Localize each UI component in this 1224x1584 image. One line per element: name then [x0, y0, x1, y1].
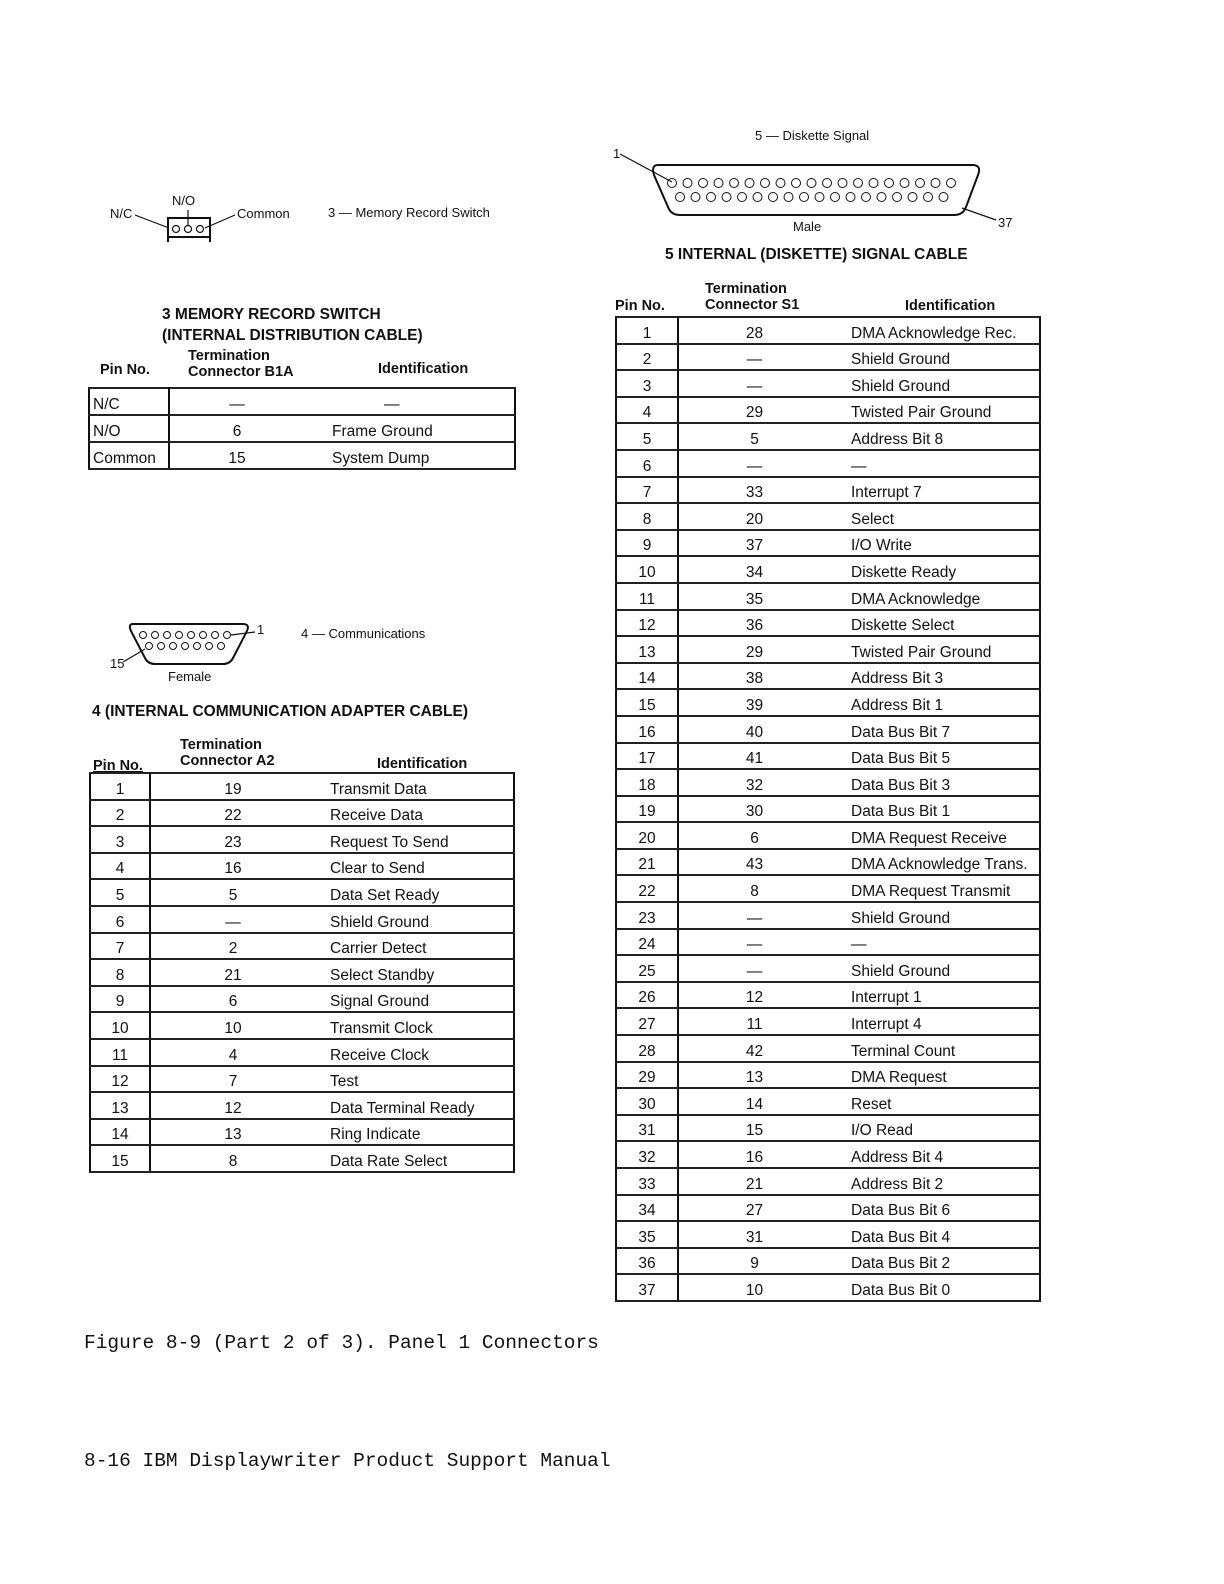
term-cell: 21	[678, 1168, 830, 1195]
ident-cell: Interrupt 7	[830, 477, 1040, 504]
table-row	[616, 743, 1040, 770]
ident-cell: DMA Acknowledge	[830, 583, 1040, 610]
term-cell: —	[678, 450, 830, 477]
table-row	[616, 849, 1040, 876]
connector-pin	[676, 193, 685, 202]
table-row	[616, 370, 1040, 397]
ident-cell: Receive Clock	[315, 1039, 514, 1066]
table-row	[90, 826, 514, 853]
page-footer: 8-16 IBM Displaywriter Product Support Manual	[84, 1450, 611, 1472]
table-row	[616, 1274, 1040, 1301]
ident-cell: Interrupt 1	[830, 982, 1040, 1009]
comm-pin15-label: 15	[110, 656, 125, 671]
pin-cell: 18	[616, 769, 678, 796]
table-row	[90, 853, 514, 880]
diskette-col-ident: Identification	[905, 298, 996, 314]
pin-cell: 8	[616, 503, 678, 530]
table-row	[616, 689, 1040, 716]
pin-cell: 25	[616, 955, 678, 982]
table-row	[90, 773, 514, 800]
term-cell: 6	[678, 822, 830, 849]
connector-pin	[691, 193, 700, 202]
ident-cell: Shield Ground	[315, 906, 514, 933]
ident-cell: Shield Ground	[830, 902, 1040, 929]
table-row	[616, 610, 1040, 637]
term-cell: 36	[678, 610, 830, 637]
table-row	[616, 796, 1040, 823]
connector-pin	[831, 193, 840, 202]
term-cell: —	[678, 344, 830, 371]
ident-cell: Reset	[830, 1088, 1040, 1115]
table-row	[90, 986, 514, 1013]
term-cell: —	[678, 929, 830, 956]
ident-cell: Address Bit 2	[830, 1168, 1040, 1195]
pin-cell: 14	[90, 1119, 150, 1146]
table-row	[616, 1035, 1040, 1062]
connector-pin	[722, 193, 731, 202]
table-row	[616, 530, 1040, 557]
memory-switch-table	[88, 387, 516, 470]
ident-cell: Select	[830, 503, 1040, 530]
ident-cell: Data Bus Bit 6	[830, 1195, 1040, 1222]
term-cell: 9	[678, 1248, 830, 1275]
term-cell: 7	[150, 1066, 315, 1093]
ident-cell: Data Bus Bit 1	[830, 796, 1040, 823]
pin-cell: 9	[616, 530, 678, 557]
pin-cell: 13	[616, 636, 678, 663]
pin-cell: 10	[90, 1012, 150, 1039]
pin-cell: 12	[90, 1066, 150, 1093]
term-cell: 15	[169, 442, 304, 469]
table-row	[616, 556, 1040, 583]
term-cell: 37	[678, 530, 830, 557]
table-row	[616, 1062, 1040, 1089]
pin-cell: 1	[616, 317, 678, 344]
ident-cell: Carrier Detect	[315, 933, 514, 960]
connector-pin	[869, 179, 878, 188]
connector-pin	[800, 193, 809, 202]
term-cell: 12	[150, 1092, 315, 1119]
term-cell: 10	[678, 1274, 830, 1301]
pin-cell: 7	[616, 477, 678, 504]
ident-cell: Clear to Send	[315, 853, 514, 880]
connector-pin	[947, 179, 956, 188]
term-cell: 33	[678, 477, 830, 504]
ident-cell: Diskette Ready	[830, 556, 1040, 583]
pin-cell: 1	[90, 773, 150, 800]
pin-cell: 17	[616, 743, 678, 770]
ident-cell: DMA Acknowledge Trans.	[830, 849, 1040, 876]
term-cell: 41	[678, 743, 830, 770]
connector-pin	[854, 179, 863, 188]
pin-cell: 13	[90, 1092, 150, 1119]
connector-pin	[683, 179, 692, 188]
comm-col-term	[180, 737, 275, 769]
table-row	[616, 344, 1040, 371]
nc-label: N/C	[110, 206, 133, 221]
pin-cell: 34	[616, 1195, 678, 1222]
connector-pin	[761, 179, 770, 188]
memory-col-term-line1: Termination	[188, 348, 270, 364]
ident-cell: Data Bus Bit 5	[830, 743, 1040, 770]
term-cell: 31	[678, 1221, 830, 1248]
memory-col-pin: Pin No.	[100, 362, 150, 378]
term-cell: 12	[678, 982, 830, 1009]
pin-cell: 31	[616, 1115, 678, 1142]
pin-cell: 5	[616, 423, 678, 450]
pin-cell: 29	[616, 1062, 678, 1089]
pin-cell: 19	[616, 796, 678, 823]
table-row	[616, 477, 1040, 504]
ident-cell: Address Bit 4	[830, 1141, 1040, 1168]
pin-cell: 2	[616, 344, 678, 371]
term-cell: 40	[678, 716, 830, 743]
term-cell: 38	[678, 663, 830, 690]
ident-cell: Data Set Ready	[315, 879, 514, 906]
table-row	[616, 503, 1040, 530]
pin-cell: 21	[616, 849, 678, 876]
comm-col-term-line2: Connector A2	[180, 753, 275, 769]
table-row	[616, 929, 1040, 956]
table-row	[616, 397, 1040, 424]
table-row	[90, 800, 514, 827]
pin-cell: 26	[616, 982, 678, 1009]
pin-cell: 11	[616, 583, 678, 610]
term-cell: 27	[678, 1195, 830, 1222]
ident-cell: Transmit Clock	[315, 1012, 514, 1039]
term-cell: 5	[678, 423, 830, 450]
ident-cell: Receive Data	[315, 800, 514, 827]
pin-cell: 6	[616, 450, 678, 477]
ident-cell: Data Rate Select	[315, 1145, 514, 1172]
table-row	[616, 1248, 1040, 1275]
diskette-pin1-label: 1	[613, 146, 621, 161]
db15-female-connector-icon	[105, 618, 270, 673]
connector-pin	[908, 193, 917, 202]
connector-pin	[714, 179, 723, 188]
ident-cell: Test	[315, 1066, 514, 1093]
table-row	[616, 982, 1040, 1009]
pin-cell: 35	[616, 1221, 678, 1248]
pin-cell: 4	[616, 397, 678, 424]
ident-cell: Terminal Count	[830, 1035, 1040, 1062]
pin-cell: 10	[616, 556, 678, 583]
table-row	[90, 1119, 514, 1146]
term-cell: 22	[150, 800, 315, 827]
connector-pin	[769, 193, 778, 202]
table-row	[90, 1039, 514, 1066]
term-cell: 13	[150, 1119, 315, 1146]
connector-pin	[900, 179, 909, 188]
connector-pin	[707, 193, 716, 202]
memory-switch-caption: 3 — Memory Record Switch	[328, 205, 490, 220]
ident-cell: —	[830, 450, 1040, 477]
pin-cell: 30	[616, 1088, 678, 1115]
table-row	[90, 1092, 514, 1119]
pin-cell: 24	[616, 929, 678, 956]
term-cell: 19	[150, 773, 315, 800]
table-row	[90, 879, 514, 906]
comm-col-term-line1: Termination	[180, 737, 262, 753]
term-cell: 11	[678, 1008, 830, 1035]
pin-cell: 28	[616, 1035, 678, 1062]
table-row	[616, 423, 1040, 450]
diskette-table-title: 5 INTERNAL (DISKETTE) SIGNAL CABLE	[665, 246, 968, 263]
connector-pin	[838, 179, 847, 188]
diskette-col-term-line1: Termination	[705, 281, 787, 297]
diskette-pin37-label: 37	[998, 215, 1013, 230]
ident-cell: Signal Ground	[315, 986, 514, 1013]
ident-cell: Shield Ground	[830, 955, 1040, 982]
table-row	[616, 716, 1040, 743]
ident-cell: Twisted Pair Ground	[830, 397, 1040, 424]
ident-cell: Data Terminal Ready	[315, 1092, 514, 1119]
term-cell: 16	[150, 853, 315, 880]
term-cell: 14	[678, 1088, 830, 1115]
term-cell: 2	[150, 933, 315, 960]
ident-cell: Select Standby	[315, 959, 514, 986]
connector-pin	[939, 193, 948, 202]
pin-cell: 12	[616, 610, 678, 637]
ident-cell: Data Bus Bit 0	[830, 1274, 1040, 1301]
ident-cell: DMA Acknowledge Rec.	[830, 317, 1040, 344]
term-cell: —	[169, 388, 304, 415]
ident-cell: Ring Indicate	[315, 1119, 514, 1146]
diskette-col-term	[705, 281, 799, 313]
pin-cell: 16	[616, 716, 678, 743]
table-row	[616, 317, 1040, 344]
term-cell: 8	[678, 875, 830, 902]
connector-pin	[924, 193, 933, 202]
table-row	[90, 1066, 514, 1093]
pin-cell: 20	[616, 822, 678, 849]
ident-cell: Frame Ground	[304, 415, 515, 442]
term-cell: —	[678, 955, 830, 982]
pin-cell: 9	[90, 986, 150, 1013]
term-cell: 5	[150, 879, 315, 906]
diskette-col-pin: Pin No.	[615, 298, 665, 314]
ident-cell: Shield Ground	[830, 344, 1040, 371]
pin-cell: 37	[616, 1274, 678, 1301]
table-row	[616, 902, 1040, 929]
term-cell: 32	[678, 769, 830, 796]
term-cell: 34	[678, 556, 830, 583]
table-row	[616, 450, 1040, 477]
table-row	[616, 1008, 1040, 1035]
ident-cell: I/O Write	[830, 530, 1040, 557]
comm-gender-label: Female	[168, 669, 212, 684]
pin-cell: 23	[616, 902, 678, 929]
comm-pin1-label: 1	[257, 622, 265, 637]
ident-cell: Data Bus Bit 2	[830, 1248, 1040, 1275]
ident-cell: Transmit Data	[315, 773, 514, 800]
pin-cell: 3	[90, 826, 150, 853]
comm-table	[89, 772, 515, 1173]
connector-pin	[815, 193, 824, 202]
term-cell: 29	[678, 636, 830, 663]
pin-cell: 14	[616, 663, 678, 690]
term-cell: 6	[150, 986, 315, 1013]
ident-cell: Address Bit 3	[830, 663, 1040, 690]
ident-cell: Address Bit 8	[830, 423, 1040, 450]
table-row	[616, 1141, 1040, 1168]
pin-cell: 8	[90, 959, 150, 986]
pin-cell: 22	[616, 875, 678, 902]
term-cell: 15	[678, 1115, 830, 1142]
table-row	[616, 955, 1040, 982]
comm-table-title: 4 (INTERNAL COMMUNICATION ADAPTER CABLE)	[92, 703, 469, 720]
diskette-table	[615, 316, 1041, 1302]
ident-cell: DMA Request Receive	[830, 822, 1040, 849]
pin-cell: 27	[616, 1008, 678, 1035]
pin-cell: 4	[90, 853, 150, 880]
connector-pin	[776, 179, 785, 188]
connector-pin	[753, 193, 762, 202]
table-row	[89, 442, 515, 469]
ident-cell: System Dump	[304, 442, 515, 469]
pin-cell: 15	[90, 1145, 150, 1172]
table-row	[89, 388, 515, 415]
connector-pin	[745, 179, 754, 188]
term-cell: 16	[678, 1141, 830, 1168]
table-row	[90, 959, 514, 986]
connector-pin	[730, 179, 739, 188]
table-row	[616, 875, 1040, 902]
ident-cell: Diskette Select	[830, 610, 1040, 637]
ident-cell: DMA Request Transmit	[830, 875, 1040, 902]
ident-cell: —	[304, 388, 515, 415]
pin-cell: 3	[616, 370, 678, 397]
ident-cell: DMA Request	[830, 1062, 1040, 1089]
table-row	[616, 1195, 1040, 1222]
memory-switch-icon	[135, 206, 240, 246]
connector-pin	[792, 179, 801, 188]
connector-pin	[931, 179, 940, 188]
connector-pin	[807, 179, 816, 188]
table-row	[616, 822, 1040, 849]
term-cell: 23	[150, 826, 315, 853]
pin-cell: Common	[89, 442, 169, 469]
table-row	[616, 1221, 1040, 1248]
term-cell: 29	[678, 397, 830, 424]
pin-cell: N/O	[89, 415, 169, 442]
connector-pin	[862, 193, 871, 202]
comm-caption: 4 — Communications	[301, 626, 426, 641]
term-cell: —	[678, 902, 830, 929]
term-cell: 8	[150, 1145, 315, 1172]
pin-cell: 15	[616, 689, 678, 716]
pin-cell: 6	[90, 906, 150, 933]
ident-cell: —	[830, 929, 1040, 956]
ident-cell: Request To Send	[315, 826, 514, 853]
ident-cell: I/O Read	[830, 1115, 1040, 1142]
term-cell: 6	[169, 415, 304, 442]
connector-pin	[823, 179, 832, 188]
ident-cell: Twisted Pair Ground	[830, 636, 1040, 663]
pin-cell: 36	[616, 1248, 678, 1275]
ident-cell: Data Bus Bit 4	[830, 1221, 1040, 1248]
term-cell: 28	[678, 317, 830, 344]
term-cell: 42	[678, 1035, 830, 1062]
connector-pin	[877, 193, 886, 202]
figure-caption: Figure 8-9 (Part 2 of 3). Panel 1 Connectors	[84, 1332, 599, 1354]
ident-cell: Shield Ground	[830, 370, 1040, 397]
pin-cell: N/C	[89, 388, 169, 415]
comm-col-pin: Pin No.	[93, 758, 143, 774]
term-cell: 21	[150, 959, 315, 986]
memory-table-title-1: 3 MEMORY RECORD SWITCH	[162, 306, 381, 323]
ident-cell: Address Bit 1	[830, 689, 1040, 716]
connector-pin	[893, 193, 902, 202]
comm-col-ident: Identification	[377, 756, 468, 772]
memory-col-term	[188, 348, 294, 380]
pin-cell: 2	[90, 800, 150, 827]
term-cell: 43	[678, 849, 830, 876]
term-cell: —	[678, 370, 830, 397]
memory-col-term-line2: Connector B1A	[188, 364, 294, 380]
ident-cell: Interrupt 4	[830, 1008, 1040, 1035]
table-row	[616, 1168, 1040, 1195]
connector-pin	[738, 193, 747, 202]
connector-pin	[784, 193, 793, 202]
memory-table-title-2: (INTERNAL DISTRIBUTION CABLE)	[162, 327, 423, 344]
memory-col-ident: Identification	[378, 361, 469, 377]
diskette-gender-label: Male	[793, 219, 822, 234]
table-row	[616, 636, 1040, 663]
term-cell: 13	[678, 1062, 830, 1089]
connector-pin	[916, 179, 925, 188]
table-row	[89, 415, 515, 442]
table-row	[616, 1088, 1040, 1115]
table-row	[90, 1012, 514, 1039]
table-row	[616, 663, 1040, 690]
term-cell: 10	[150, 1012, 315, 1039]
common-label: Common	[237, 206, 290, 221]
connector-pin	[699, 179, 708, 188]
pin-cell: 33	[616, 1168, 678, 1195]
pin-cell: 11	[90, 1039, 150, 1066]
term-cell: 30	[678, 796, 830, 823]
pin-cell: 5	[90, 879, 150, 906]
pin-cell: 32	[616, 1141, 678, 1168]
table-row	[616, 1115, 1040, 1142]
pin-cell: 7	[90, 933, 150, 960]
table-row	[90, 906, 514, 933]
table-row	[90, 933, 514, 960]
table-row	[90, 1145, 514, 1172]
connector-pin	[846, 193, 855, 202]
ident-cell: Data Bus Bit 3	[830, 769, 1040, 796]
term-cell: 39	[678, 689, 830, 716]
term-cell: 35	[678, 583, 830, 610]
diskette-caption: 5 — Diskette Signal	[755, 128, 870, 143]
term-cell: 20	[678, 503, 830, 530]
term-cell: 4	[150, 1039, 315, 1066]
ident-cell: Data Bus Bit 7	[830, 716, 1040, 743]
term-cell: —	[150, 906, 315, 933]
table-row	[616, 769, 1040, 796]
diskette-col-term-line2: Connector S1	[705, 297, 800, 313]
table-row	[616, 583, 1040, 610]
connector-pin	[885, 179, 894, 188]
no-label: N/O	[172, 193, 196, 208]
